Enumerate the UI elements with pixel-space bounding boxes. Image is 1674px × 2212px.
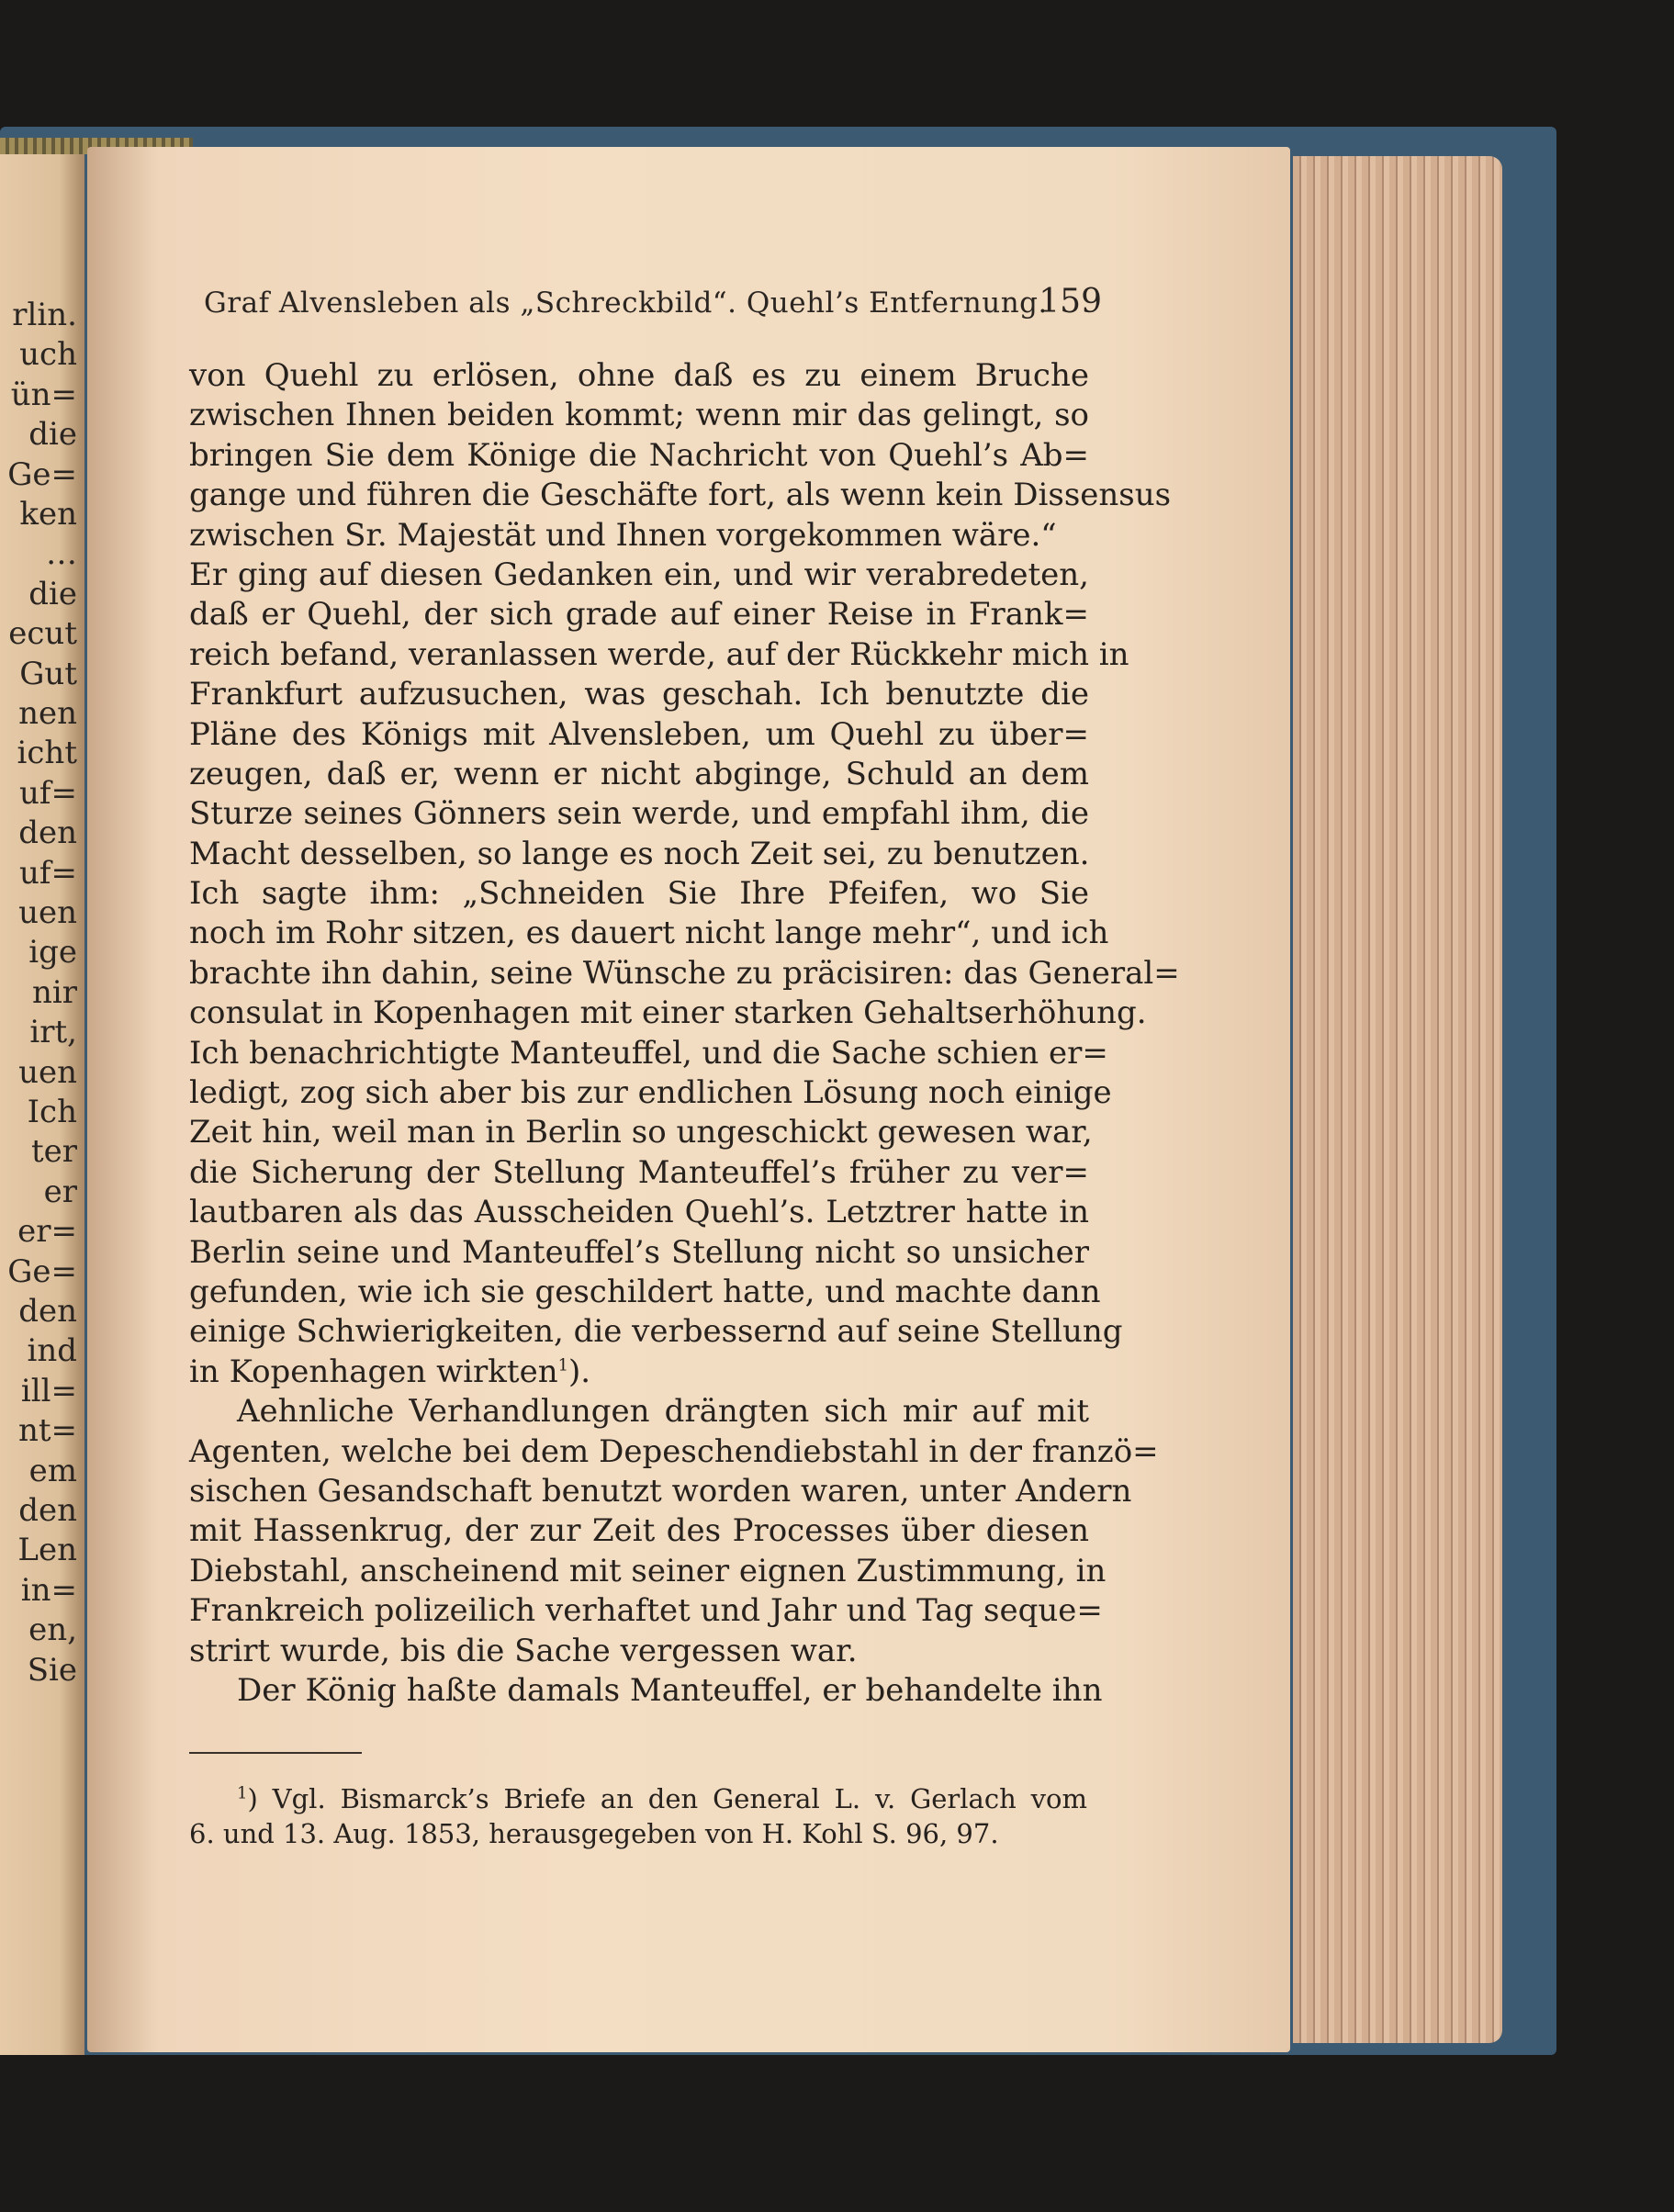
left-page-fragment: Ge=: [7, 455, 77, 493]
left-page-fragment: uf=: [19, 774, 77, 812]
text-line: Der König haßte damals Manteuffel, er behandelte ihn: [237, 1671, 1103, 1709]
running-head-title: Graf Alvensleben als „Schreckbild“. Quehl’s Entfernung.: [204, 286, 1048, 320]
left-page-fragment: …: [46, 535, 77, 573]
left-page-fragment: icht: [17, 735, 77, 772]
left-page-fragment: Sie: [27, 1651, 77, 1689]
left-page-fragment: nt=: [17, 1412, 77, 1450]
left-page-fragment: nir: [31, 973, 77, 1011]
running-header: [204, 283, 1102, 332]
text-line: [189, 1353, 1089, 1392]
left-page-fragment: den: [18, 814, 77, 852]
left-page-fragment: ün=: [10, 376, 77, 413]
left-page-fragment: Gut: [19, 655, 77, 692]
footnote-rule: [189, 1752, 362, 1754]
left-page-fragment: uf=: [19, 854, 77, 892]
left-page-fragment: en,: [28, 1611, 77, 1649]
left-page-fragment: ill=: [20, 1372, 77, 1409]
text-line: gange und führen die Geschäfte fort, als wenn kein Dissensus: [189, 477, 1172, 514]
left-page-fragment: ken: [19, 496, 77, 533]
left-page-fragment: die: [28, 575, 77, 612]
text-line: gefunden, wie ich sie geschildert hatte, und machte dann: [189, 1273, 1101, 1310]
text-line: Aehnliche Verhandlungen drängten sich mir auf mit: [237, 1393, 1089, 1431]
text-line: einige Schwierigkeiten, die verbessernd auf seine Stellung: [189, 1313, 1123, 1351]
text-line: zwischen Sr. Majestät und Ihnen vorgekommen wäre.“: [189, 516, 1057, 554]
left-page-fragment: er=: [17, 1213, 77, 1251]
text-line: zeugen, daß er, wenn er nicht abginge, Schuld an dem: [189, 755, 1089, 792]
text-line: Ich benachrichtigte Manteuffel, und die Sache schien er=: [189, 1034, 1108, 1072]
page-number: 159: [1039, 283, 1102, 320]
left-page-fragment: nen: [18, 695, 77, 732]
left-page-fragment: uch: [19, 336, 77, 374]
text-line: brachte ihn dahin, seine Wünsche zu präcisiren: das General=: [189, 954, 1180, 992]
text-line: Berlin seine und Manteuffel’s Stellung nicht so unsicher: [189, 1233, 1089, 1271]
text-line: sischen Gesandschaft benutzt worden waren, unter Andern: [189, 1472, 1132, 1510]
text-line: mit Hassenkrug, der zur Zeit des Processes über diesen: [189, 1512, 1089, 1550]
text-line: Frankfurt aufzusuchen, was geschah. Ich benutzte die: [189, 676, 1089, 713]
left-page-fragment: irt,: [29, 1014, 77, 1051]
text-line: ledigt, zog sich aber bis zur endlichen Lösung noch einige: [189, 1074, 1112, 1112]
text-line: reich befand, veranlassen werde, auf der Rückkehr mich in: [189, 635, 1129, 673]
text-line: strirt wurde, bis die Sache vergessen war.: [189, 1632, 858, 1669]
text-line: Diebstahl, anscheinend mit seiner eignen Zustimmung, in: [189, 1552, 1107, 1589]
text-line: Er ging auf diesen Gedanken ein, und wir verabredeten,: [189, 556, 1089, 593]
left-page: [0, 154, 84, 2055]
footnote-line: [189, 1781, 1087, 1816]
left-page-fragment: den: [18, 1293, 77, 1330]
text-line: lautbaren als das Ausscheiden Quehl’s. Letztrer hatte in: [189, 1194, 1089, 1231]
text-line: Ich sagte ihm: „Schneiden Sie Ihre Pfeifen, wo Sie: [189, 875, 1089, 913]
footnote-reference-tail: ).: [568, 1353, 591, 1390]
text-line: Agenten, welche bei dem Depeschendiebstahl in der franzö=: [189, 1432, 1159, 1470]
text-line: bringen Sie dem Könige die Nachricht von Quehl’s Ab=: [189, 436, 1089, 474]
left-page-fragment: ecut: [8, 615, 77, 653]
left-page-fragment: ige: [28, 934, 77, 971]
text-line: noch im Rohr sitzen, es dauert nicht lange mehr“, und ich: [189, 915, 1109, 952]
left-page-fragment: er: [43, 1173, 77, 1210]
text-line: Macht desselben, so lange es noch Zeit sei, zu benutzen.: [189, 835, 1090, 872]
left-page-fragment: uen: [18, 1053, 77, 1091]
text-line: consulat in Kopenhagen mit einer starken Gehaltserhöhung.: [189, 994, 1147, 1032]
left-page-fragment: rlin.: [12, 297, 77, 333]
text-line: zwischen Ihnen beiden kommt; wenn mir das gelingt, so: [189, 397, 1089, 434]
text-line: Sturze seines Gönners sein werde, und empfahl ihm, die: [189, 795, 1089, 833]
footnote-text: ) Vgl. Bismarck’s Briefe an den General L. v. Gerlach vom: [247, 1783, 1087, 1814]
body-text: [189, 356, 1180, 1711]
footnotes: [189, 1781, 1087, 1851]
left-page-fragment: in=: [20, 1571, 77, 1609]
footnote-marker: 1: [237, 1783, 248, 1803]
left-page-fragment: ind: [27, 1332, 77, 1370]
left-page-fragment: em: [28, 1452, 77, 1489]
text-line: Pläne des Königs mit Alvensleben, um Quehl zu über=: [189, 715, 1089, 753]
footnote-line: 6. und 13. Aug. 1853, herausgegeben von H. Kohl S. 96, 97.: [189, 1818, 999, 1849]
text-line: von Quehl zu erlösen, ohne daß es zu einem Bruche: [189, 357, 1089, 394]
text-line-content: in Kopenhagen wirkten: [189, 1353, 558, 1390]
footnote-reference: 1: [557, 1355, 569, 1375]
left-page-fragment: die: [28, 416, 77, 454]
text-line: Frankreich polizeilich verhaftet und Jahr und Tag seque=: [189, 1592, 1103, 1630]
text-line: die Sicherung der Stellung Manteuffel’s früher zu ver=: [189, 1153, 1089, 1191]
left-page-fragment: uen: [18, 894, 77, 931]
left-page-fragment: Ge=: [7, 1252, 77, 1290]
page-edges: [1293, 156, 1502, 2043]
left-page-fragment: ter: [30, 1133, 77, 1171]
text-line: Zeit hin, weil man in Berlin so ungeschickt gewesen war,: [189, 1114, 1093, 1151]
text-line: daß er Quehl, der sich grade auf einer Reise in Frank=: [189, 596, 1089, 634]
left-page-fragment: Ich: [27, 1094, 77, 1130]
left-page-fragment: den: [18, 1492, 77, 1529]
left-page-fragment: Len: [17, 1532, 77, 1569]
